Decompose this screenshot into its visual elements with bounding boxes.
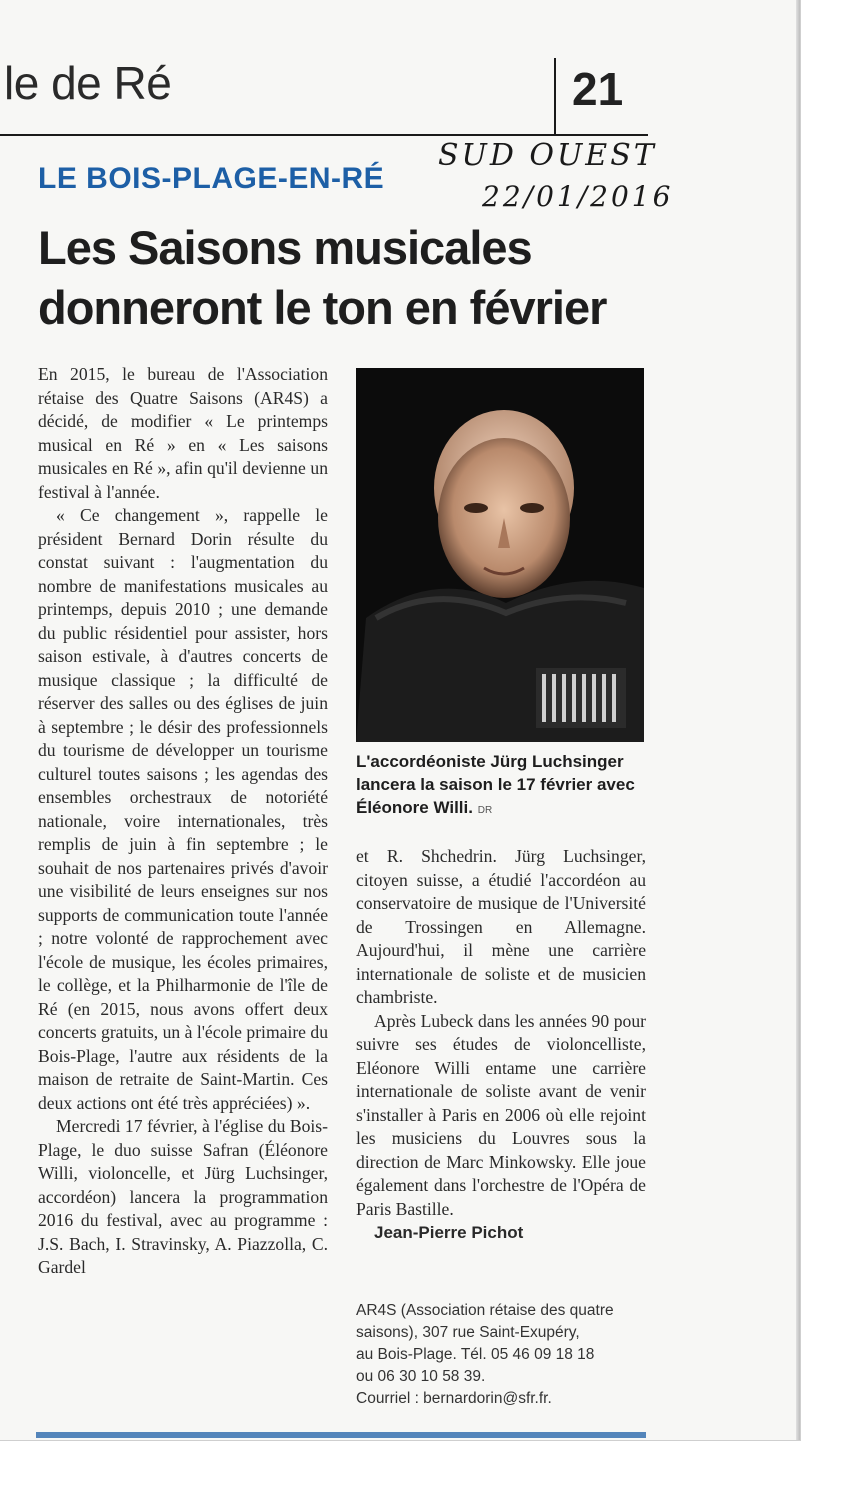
section-title: le de Ré (4, 57, 172, 109)
article-paragraph: « Ce changement », rappelle le président Bernard Dorin résulte du constat suivant : l'augmentation du nombre de manifestations musicales au printemps, depuis 2010 ; une demande du public résidentiel pour assister, hors saison estivale, à d'autres concerts de musique classique ; la difficulté de réserver des salles ou des églises de juin à septembre ; le désir des professionnels du tourisme de développer un tourisme culturel toutes saisons ; les agendas des ensembles orchestraux de notoriété nationale, voire internationales, très remplis de juin à fin septembre ; le souhait de nos partenaires privés d'avoir une visibilité de leurs enseignes sur nos supports de communication toute l'année ; notre volonté de rapprochement avec l'école de musique, les écoles primaires, le collège, et la Philharmonie de l'île de Ré (en 2015, nous avons offert deux concerts gratuits, un à l'école primaire du Bois-Plage, l'autre aux résidents de la maison de retraite de Saint-Martin. Ces deux actions ont été très appréciées) ». (38, 505, 328, 1113)
header-rule (0, 134, 648, 136)
page-number: 21 (572, 63, 624, 115)
article-paragraph: Après Lubeck dans les années 90 pour suivre ses études de violoncelliste, Eléonore Willi entame une carrière internationale de soliste avant de venir s'installer à Paris en 2006 où elle rejoint les musiciens du Louvres sous la direction de Marc Minkowsky. Elle joue également dans l'orchestre de l'Opéra de Paris Bastille. (356, 1010, 646, 1219)
contact-line: au Bois-Plage. Tél. 05 46 09 18 18 (356, 1346, 595, 1363)
accordionist-portrait-image (356, 368, 644, 742)
article-kicker: LE BOIS-PLAGE-EN-RÉ (38, 162, 385, 195)
article-photo (356, 368, 644, 742)
article-column-left (38, 363, 328, 1280)
handwritten-date: 22/01/2016 (482, 180, 674, 213)
contact-email: Courriel : bernardorin@sfr.fr. (356, 1390, 552, 1407)
photo-caption-text: L'accordéoniste Jürg Luchsinger lancera la saison le 17 février avec Éléonore Willi. (356, 752, 635, 817)
header-divider (554, 58, 556, 134)
contact-line: ou 06 30 10 58 39. (356, 1368, 486, 1385)
handwritten-paper-name: SUD OUEST (438, 138, 657, 173)
photo-credit: DR (477, 805, 493, 816)
article-paragraph: En 2015, le bureau de l'Association rétaise des Quatre Saisons (AR4S) a décidé, de modifier « Le printemps musical en Ré » en « Les saisons musicales en Ré », afin qu'il devienne un festival à l'année. (38, 364, 328, 502)
article-paragraph: Mercredi 17 février, à l'église du Bois-Plage, le duo suisse Safran (Éléonore Willi, violoncelle, et Jürg Luchsinger, accordéon) lancera la programmation 2016 du festival, avec au programme : J.S. Bach, I. Stravinsky, A. Piazzolla, C. Gardel (38, 1116, 328, 1277)
photo-caption (356, 750, 648, 822)
article-headline: Les Saisons musicales donneront le ton en février (38, 221, 607, 334)
article-column-right (356, 845, 646, 1245)
contact-line: AR4S (Association rétaise des quatre (356, 1302, 614, 1319)
contact-line: saisons), 307 rue Saint-Exupéry, (356, 1324, 580, 1341)
article-author: Jean-Pierre Pichot (374, 1223, 524, 1242)
contact-info (356, 1300, 636, 1410)
article-paragraph: et R. Shchedrin. Jürg Luchsinger, citoyen suisse, a étudié l'accordéon au conservatoire de musique de l'Université de Trossingen en Allemagne. Aujourd'hui, il mène une carrière internationale de soliste et de musicien chambriste. (356, 846, 646, 1007)
bottom-color-band (36, 1432, 646, 1438)
